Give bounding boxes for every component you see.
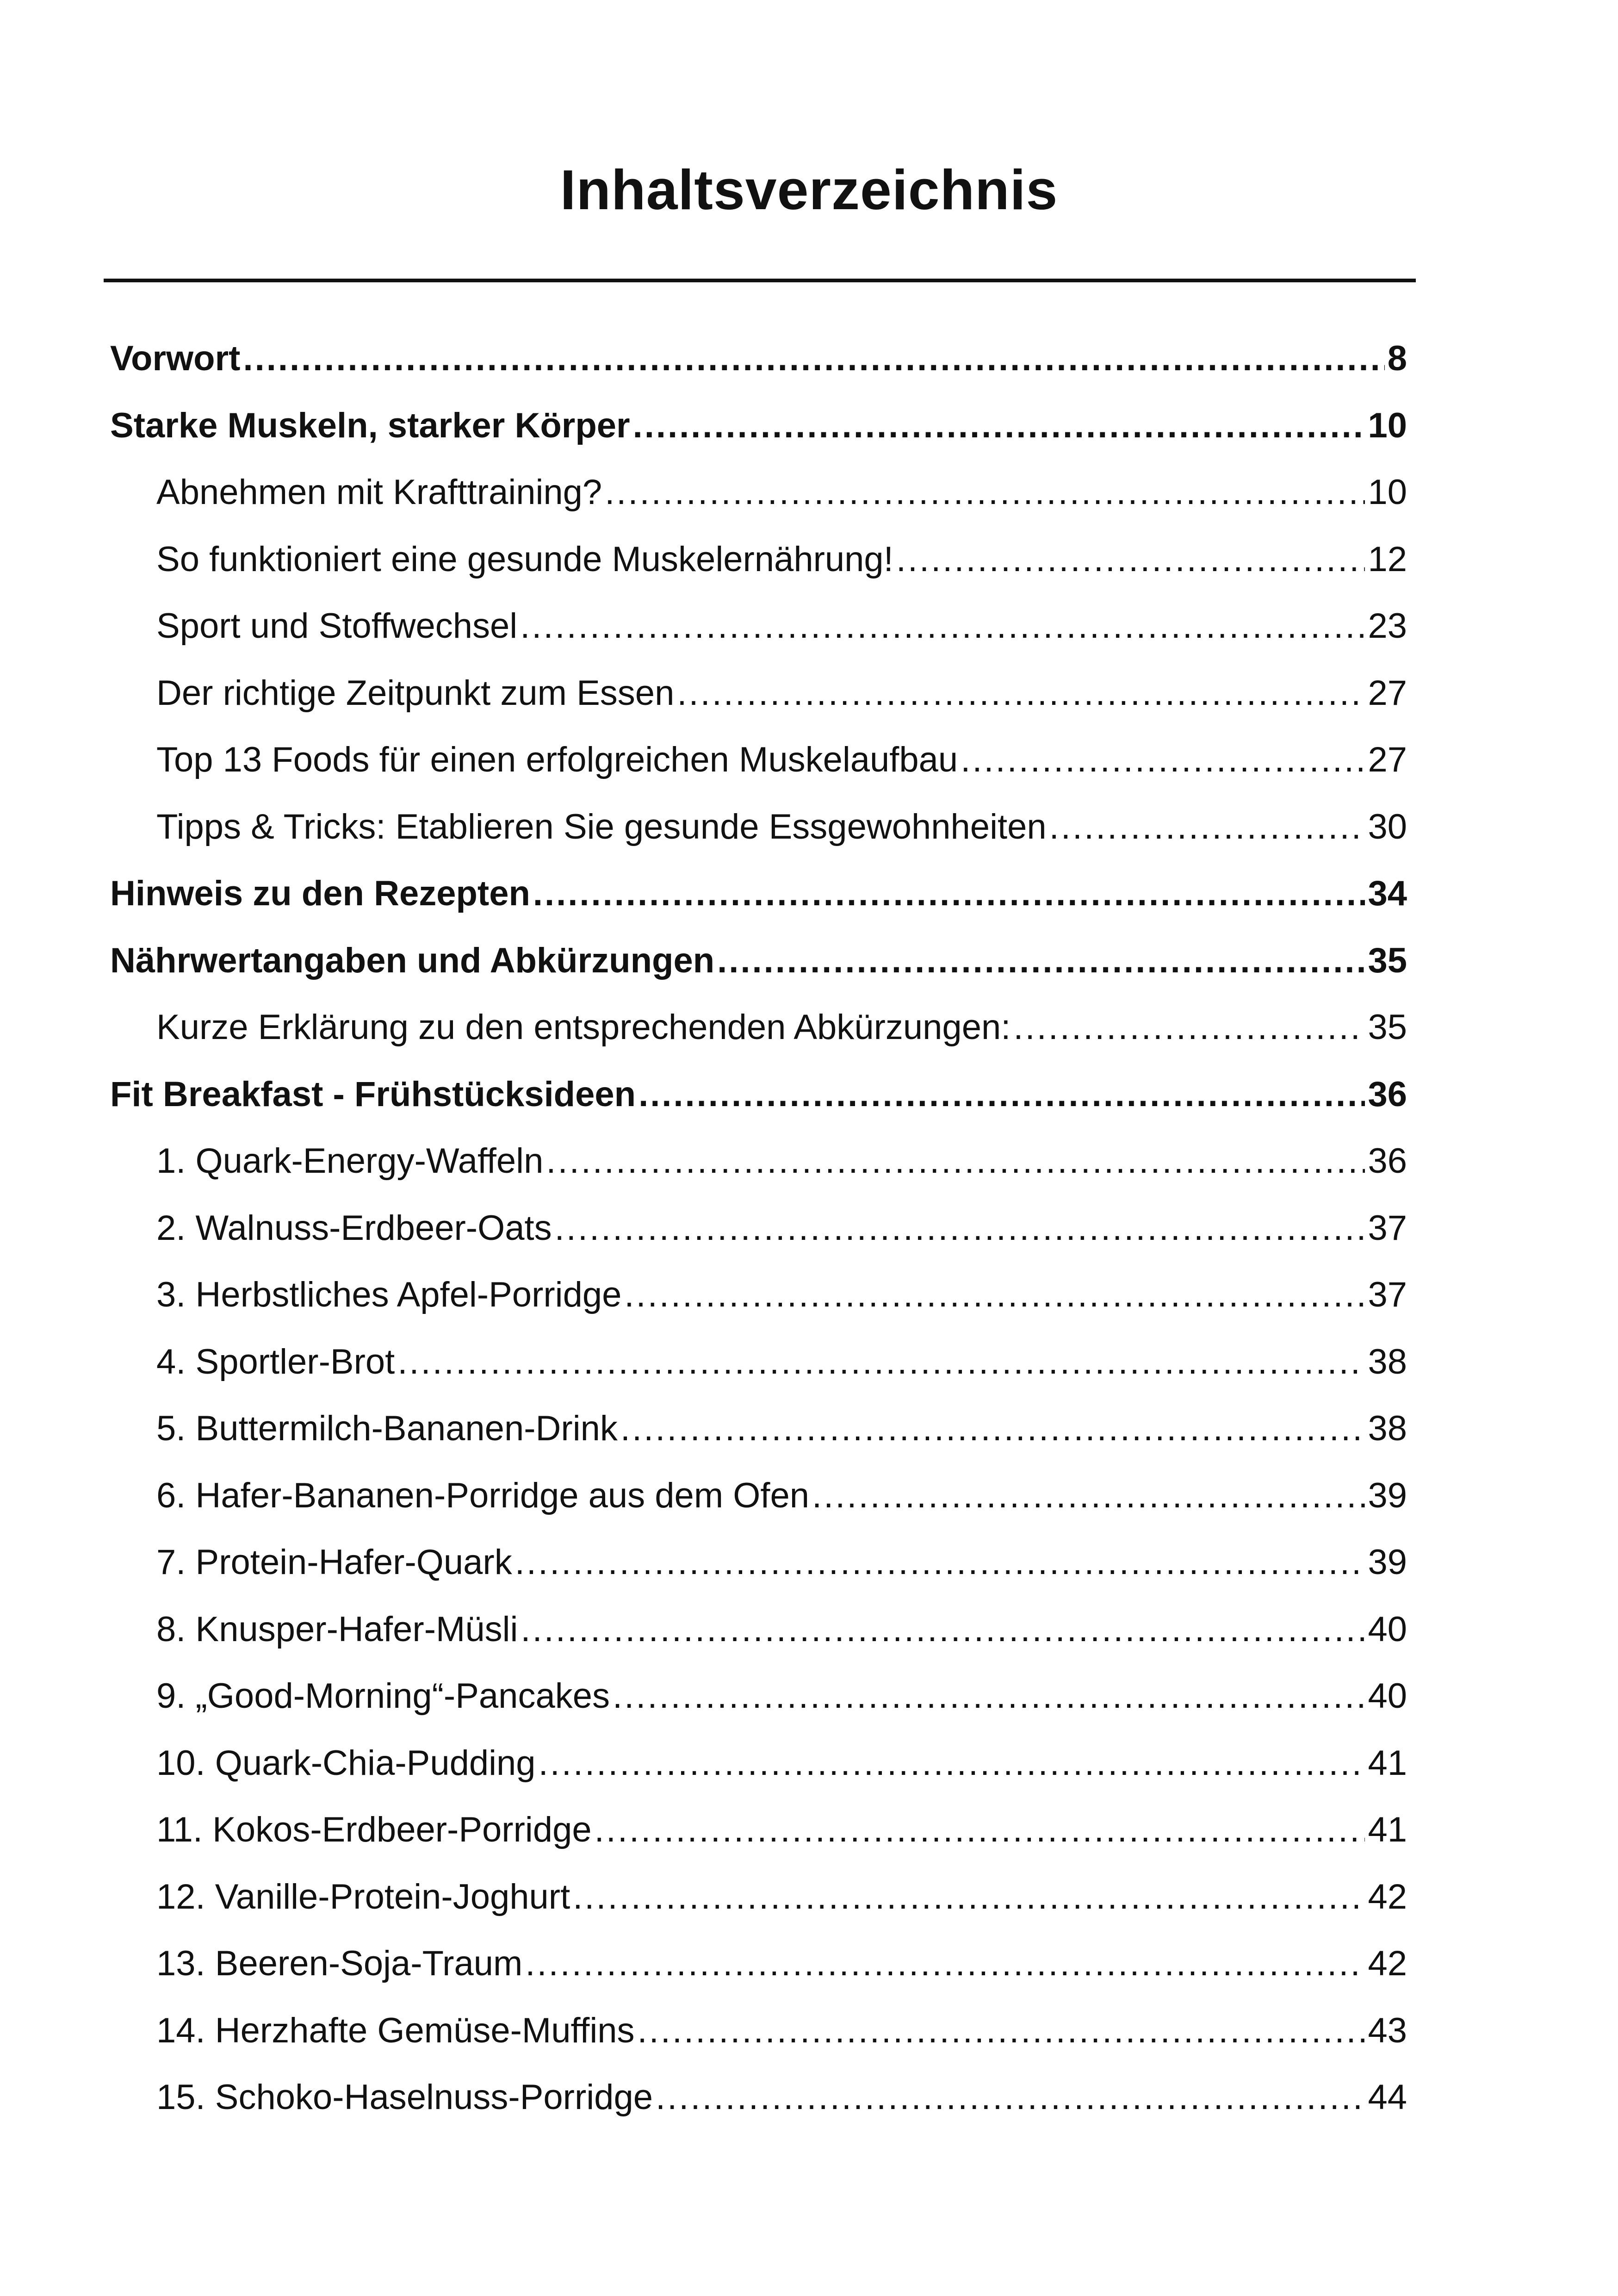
dot-leader (620, 1403, 1365, 1454)
toc-entry[interactable] (156, 1938, 1407, 1989)
toc-entry-page-number: 41 (1368, 1743, 1407, 1783)
toc-entry-label: Hinweis zu den Rezepten (110, 874, 530, 913)
toc-entry-label: So funktioniert eine gesunde Muskelernährung! (156, 540, 893, 579)
toc-entry-page-number: 34 (1368, 874, 1407, 913)
toc-entry-label: Fit Breakfast - Frühstücksideen (110, 1075, 636, 1114)
dot-leader (520, 601, 1365, 652)
toc-entry-label: Starke Muskeln, starker Körper (110, 406, 630, 445)
dot-leader (573, 1872, 1365, 1923)
toc-entry[interactable] (110, 333, 1407, 384)
toc-entry-label: 1. Quark-Energy-Waffeln (156, 1141, 544, 1181)
toc-entry-page-number: 42 (1368, 1944, 1407, 1983)
toc-entry-label: Sport und Stoffwechsel (156, 606, 518, 646)
toc-entry-page-number: 39 (1368, 1476, 1407, 1515)
toc-entry-page-number: 23 (1368, 606, 1407, 646)
dot-leader (677, 668, 1365, 719)
toc-entry[interactable] (156, 1537, 1407, 1588)
toc-entry-page-number: 38 (1368, 1409, 1407, 1448)
dot-leader (896, 534, 1365, 585)
toc-entry[interactable] (110, 935, 1407, 986)
dot-leader (533, 868, 1365, 919)
toc-entry-label: 9. „Good-Morning“-Pancakes (156, 1676, 610, 1716)
dot-leader (515, 1537, 1365, 1588)
toc-entry[interactable] (156, 1203, 1407, 1254)
toc-entry[interactable] (156, 534, 1407, 585)
toc-entry-page-number: 42 (1368, 1877, 1407, 1916)
toc-entry-label: 15. Schoko-Haselnuss-Porridge (156, 2078, 653, 2117)
toc-entry-label: Nährwertangaben und Abkürzungen (110, 941, 715, 980)
toc-entry-page-number: 10 (1368, 473, 1407, 512)
toc-entry[interactable] (110, 1069, 1407, 1120)
toc-entry-page-number: 38 (1368, 1342, 1407, 1381)
toc-entry-label: 7. Protein-Hafer-Quark (156, 1543, 512, 1582)
toc-entry-page-number: 37 (1368, 1208, 1407, 1248)
dot-leader (555, 1203, 1365, 1254)
toc-entry-page-number: 8 (1387, 339, 1407, 378)
dot-leader (656, 2072, 1365, 2123)
toc-entry-label: 8. Knusper-Hafer-Müsli (156, 1610, 518, 1649)
dot-leader (243, 333, 1384, 384)
toc-entry[interactable] (156, 1337, 1407, 1388)
toc-entry-page-number: 36 (1368, 1075, 1407, 1114)
toc-entry-label: 2. Walnuss-Erdbeer-Oats (156, 1208, 552, 1248)
toc-entry-label: 4. Sportler-Brot (156, 1342, 395, 1381)
toc-entry-label: 10. Quark-Chia-Pudding (156, 1743, 536, 1783)
toc-entry-label: 12. Vanille-Protein-Joghurt (156, 1877, 570, 1916)
toc-entry-label: 6. Hafer-Bananen-Porridge aus dem Ofen (156, 1476, 810, 1515)
toc-entry[interactable] (156, 734, 1407, 785)
toc-entry[interactable] (156, 1738, 1407, 1789)
toc-entry-page-number: 10 (1368, 406, 1407, 445)
toc-entry[interactable] (156, 601, 1407, 652)
dot-leader (521, 1604, 1365, 1655)
toc-entry-page-number: 36 (1368, 1141, 1407, 1181)
dot-leader (1049, 802, 1365, 852)
toc-entry[interactable] (156, 1872, 1407, 1923)
toc-entry-page-number: 43 (1368, 2011, 1407, 2050)
dot-leader (546, 1136, 1365, 1187)
toc-entry-page-number: 27 (1368, 673, 1407, 713)
dot-leader (638, 2005, 1365, 2056)
toc-entry-page-number: 27 (1368, 740, 1407, 779)
dot-leader (613, 1671, 1365, 1722)
dot-leader (812, 1470, 1365, 1521)
dot-leader (639, 1069, 1365, 1120)
toc-entry-page-number: 40 (1368, 1676, 1407, 1716)
toc-entry-page-number: 35 (1368, 941, 1407, 980)
toc-entry-label: 13. Beeren-Soja-Traum (156, 1944, 523, 1983)
dot-leader (605, 467, 1365, 518)
dot-leader (539, 1738, 1365, 1789)
dot-leader (595, 1804, 1365, 1855)
toc-entry[interactable] (156, 1671, 1407, 1722)
toc-entry-label: Kurze Erklärung zu den entsprechenden Abkürzungen: (156, 1008, 1011, 1047)
toc-entry-page-number: 40 (1368, 1610, 1407, 1649)
toc-entry-label: 11. Kokos-Erdbeer-Porridge (156, 1810, 592, 1849)
toc-entry-label: 3. Herbstliches Apfel-Porridge (156, 1275, 622, 1314)
toc-entry-label: Tipps & Tricks: Etablieren Sie gesunde Essgewohnheiten (156, 807, 1047, 846)
toc-entry[interactable] (156, 1136, 1407, 1187)
dot-leader (525, 1938, 1365, 1989)
toc-entry-page-number: 44 (1368, 2078, 1407, 2117)
toc-entry-label: Top 13 Foods für einen erfolgreichen Muskelaufbau (156, 740, 958, 779)
toc-entry-label: Der richtige Zeitpunkt zum Essen (156, 673, 675, 713)
toc-entry-label: Vorwort (110, 339, 241, 378)
toc-entry-page-number: 12 (1368, 540, 1407, 579)
toc-entry[interactable] (156, 802, 1407, 852)
toc-entry[interactable] (110, 400, 1407, 451)
toc-entry[interactable] (156, 1403, 1407, 1454)
dot-leader (624, 1269, 1365, 1320)
title-divider (104, 279, 1416, 282)
toc-entry[interactable] (156, 2072, 1407, 2123)
dot-leader (397, 1337, 1365, 1388)
toc-entry[interactable] (156, 1470, 1407, 1521)
toc-entry-page-number: 35 (1368, 1008, 1407, 1047)
toc-entry-label: 5. Buttermilch-Bananen-Drink (156, 1409, 618, 1448)
dot-leader (1013, 1002, 1365, 1053)
toc-entry[interactable] (156, 1002, 1407, 1053)
toc-entry[interactable] (156, 1804, 1407, 1855)
toc-entry-page-number: 37 (1368, 1275, 1407, 1314)
page-title: Inhaltsverzeichnis (560, 158, 1058, 221)
dot-leader (633, 400, 1365, 451)
toc-entry-label: 14. Herzhafte Gemüse-Muffins (156, 2011, 635, 2050)
dot-leader (717, 935, 1365, 986)
toc-entry[interactable] (156, 1269, 1407, 1320)
toc-entry[interactable] (156, 668, 1407, 719)
dot-leader (961, 734, 1365, 785)
toc-entry-page-number: 39 (1368, 1543, 1407, 1582)
toc-entry[interactable] (156, 2005, 1407, 2056)
toc-entry-page-number: 41 (1368, 1810, 1407, 1849)
toc-entry-label: Abnehmen mit Krafttraining? (156, 473, 602, 512)
toc-entry[interactable] (110, 868, 1407, 919)
toc-entry-page-number: 30 (1368, 807, 1407, 846)
toc-entry[interactable] (156, 1604, 1407, 1655)
toc-entry[interactable] (156, 467, 1407, 518)
